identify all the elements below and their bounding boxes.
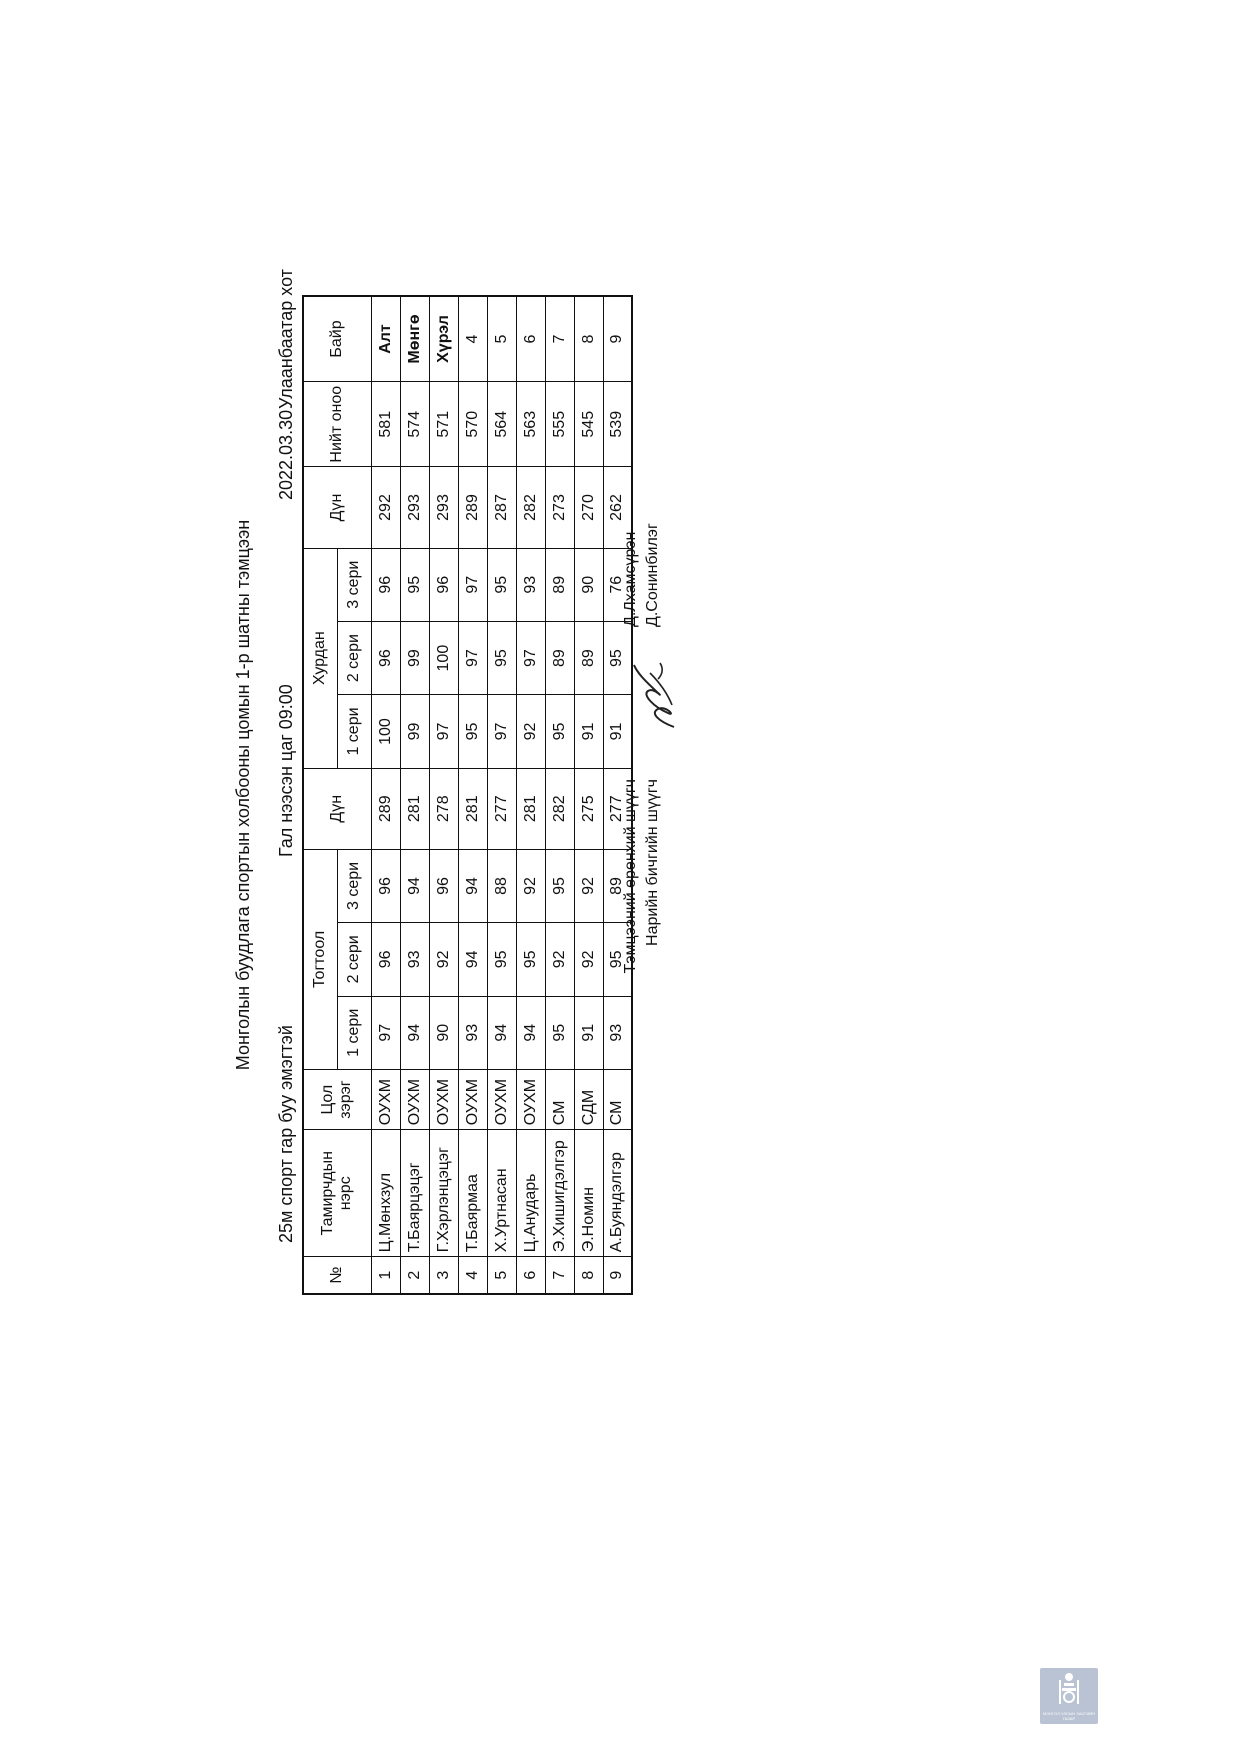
cell-rank: ОУХМ — [458, 1069, 487, 1129]
cell-precision-subtotal: 281 — [400, 768, 429, 849]
cell-rapid-1: 91 — [574, 695, 603, 768]
cell-place: Алт — [371, 296, 400, 382]
cell-total: 571 — [429, 382, 458, 467]
secretary-name: Д.Сонинбилэг — [644, 523, 661, 627]
event-city: Улаанбаатар хот — [276, 269, 296, 409]
header-rapid-series-2: 2 сери — [337, 621, 371, 694]
cell-place: 8 — [574, 296, 603, 382]
cell-no: 7 — [545, 1257, 574, 1294]
cell-precision-3: 88 — [487, 849, 516, 922]
cell-precision-2: 95 — [603, 923, 632, 996]
header-rank: Цол зэрэг — [303, 1069, 371, 1129]
signature-block — [620, 295, 680, 1295]
table-row — [574, 296, 603, 1294]
cell-rapid-3: 95 — [400, 548, 429, 621]
table-row — [400, 296, 429, 1294]
cell-rapid-2: 97 — [516, 621, 545, 694]
cell-name: Г.Хэрлэнцэцэг — [429, 1130, 458, 1257]
cell-rapid-1: 99 — [400, 695, 429, 768]
event-date: 2022.03.30 — [276, 409, 296, 500]
header-name: Тамирчдын нэрс — [303, 1130, 371, 1257]
cell-place: Мөнгө — [400, 296, 429, 382]
cell-total: 539 — [603, 382, 632, 467]
cell-precision-subtotal: 281 — [458, 768, 487, 849]
cell-precision-1: 93 — [603, 996, 632, 1069]
cell-no: 6 — [516, 1257, 545, 1294]
signatory-titles — [620, 779, 664, 1079]
cell-precision-3: 92 — [516, 849, 545, 922]
cell-total: 545 — [574, 382, 603, 467]
results-table — [302, 295, 633, 1295]
cell-precision-2: 94 — [458, 923, 487, 996]
cell-precision-2: 92 — [545, 923, 574, 996]
cell-precision-2: 92 — [574, 923, 603, 996]
header-total: Нийт оноо — [303, 382, 371, 467]
cell-precision-1: 94 — [400, 996, 429, 1069]
cell-precision-3: 94 — [458, 849, 487, 922]
document-title: Монголын буудлага спортын холбооны цомын 1-р шатны тэмцээн — [233, 519, 253, 1071]
cell-rapid-subtotal: 273 — [545, 467, 574, 548]
cell-name: Э.Номин — [574, 1130, 603, 1257]
cell-place: 5 — [487, 296, 516, 382]
cell-rapid-2: 89 — [545, 621, 574, 694]
header-rapid-series-1: 1 сери — [337, 695, 371, 768]
event-name: 25м спорт гар буу эмэгтэй — [276, 1025, 296, 1243]
cell-total: 581 — [371, 382, 400, 467]
header-rapid-subtotal: Дүн — [303, 467, 371, 548]
cell-rapid-3: 89 — [545, 548, 574, 621]
cell-rapid-subtotal: 282 — [516, 467, 545, 548]
cell-rapid-subtotal: 289 — [458, 467, 487, 548]
cell-precision-subtotal: 282 — [545, 768, 574, 849]
cell-precision-1: 91 — [574, 996, 603, 1069]
cell-precision-1: 94 — [487, 996, 516, 1069]
cell-rapid-3: 93 — [516, 548, 545, 621]
cell-rapid-3: 95 — [487, 548, 516, 621]
cell-precision-subtotal: 277 — [603, 768, 632, 849]
cell-no: 3 — [429, 1257, 458, 1294]
header-no: № — [303, 1257, 371, 1294]
cell-rapid-2: 95 — [603, 621, 632, 694]
cell-precision-1: 97 — [371, 996, 400, 1069]
cell-precision-2: 92 — [429, 923, 458, 996]
cell-rapid-1: 95 — [545, 695, 574, 768]
table-row — [371, 296, 400, 1294]
header-precision-subtotal: Дүн — [303, 768, 371, 849]
cell-no: 2 — [400, 1257, 429, 1294]
cell-name: Т.Баярмаа — [458, 1130, 487, 1257]
cell-name: Ц.Мөнхзул — [371, 1130, 400, 1257]
cell-place: 9 — [603, 296, 632, 382]
cell-place: 4 — [458, 296, 487, 382]
cell-no: 4 — [458, 1257, 487, 1294]
cell-no: 5 — [487, 1257, 516, 1294]
cell-name: Т.Баярцэцэг — [400, 1130, 429, 1257]
header-precision-series-2: 2 сери — [337, 923, 371, 996]
cell-rapid-subtotal: 293 — [429, 467, 458, 548]
cell-rapid-subtotal: 293 — [400, 467, 429, 548]
cell-name: Э.Хишигдэлгэр — [545, 1130, 574, 1257]
cell-rapid-2: 89 — [574, 621, 603, 694]
cell-rank: СДМ — [574, 1069, 603, 1129]
emblem-caption: МОНГОЛ УЛСЫН ЗАСГИЙН ГАЗАР — [1042, 1711, 1096, 1721]
cell-precision-3: 92 — [574, 849, 603, 922]
cell-rank: ОУХМ — [429, 1069, 458, 1129]
signatory-names — [620, 427, 664, 627]
event-info-row — [276, 269, 302, 1295]
table-row — [545, 296, 574, 1294]
chief-judge-title: Тэмцээний ерөнхий шүүгч — [622, 779, 639, 974]
cell-rapid-1: 91 — [603, 695, 632, 768]
cell-precision-3: 94 — [400, 849, 429, 922]
table-row — [458, 296, 487, 1294]
cell-rank: ОУХМ — [371, 1069, 400, 1129]
header-place: Байр — [303, 296, 371, 382]
cell-rapid-1: 95 — [458, 695, 487, 768]
cell-precision-subtotal: 278 — [429, 768, 458, 849]
cell-no: 1 — [371, 1257, 400, 1294]
cell-rapid-2: 99 — [400, 621, 429, 694]
cell-rapid-1: 97 — [487, 695, 516, 768]
cell-rapid-subtotal: 292 — [371, 467, 400, 548]
cell-precision-3: 89 — [603, 849, 632, 922]
cell-rank: ОУХМ — [400, 1069, 429, 1129]
header-precision-series-3: 3 сери — [337, 849, 371, 922]
cell-rapid-1: 100 — [371, 695, 400, 768]
cell-total: 563 — [516, 382, 545, 467]
cell-precision-3: 96 — [429, 849, 458, 922]
cell-total: 574 — [400, 382, 429, 467]
cell-place: 6 — [516, 296, 545, 382]
cell-precision-1: 95 — [545, 996, 574, 1069]
cell-precision-1: 93 — [458, 996, 487, 1069]
cell-total: 570 — [458, 382, 487, 467]
cell-rank: ОУХМ — [487, 1069, 516, 1129]
table-row — [487, 296, 516, 1294]
table-row — [516, 296, 545, 1294]
soyombo-emblem-icon — [1040, 1668, 1098, 1708]
cell-place: Хүрэл — [429, 296, 458, 382]
cell-rapid-2: 95 — [487, 621, 516, 694]
cell-rank: ОУХМ — [516, 1069, 545, 1129]
document-page — [230, 269, 680, 1295]
cell-precision-1: 90 — [429, 996, 458, 1069]
header-rapid: Хурдан — [303, 548, 337, 768]
cell-precision-subtotal: 281 — [516, 768, 545, 849]
cell-rank: СМ — [603, 1069, 632, 1129]
cell-precision-2: 95 — [487, 923, 516, 996]
cell-precision-2: 95 — [516, 923, 545, 996]
cell-precision-3: 96 — [371, 849, 400, 922]
cell-rapid-1: 92 — [516, 695, 545, 768]
cell-rapid-1: 97 — [429, 695, 458, 768]
header-precision-series-1: 1 сери — [337, 996, 371, 1069]
cell-rapid-subtotal: 270 — [574, 467, 603, 548]
header-row-top — [303, 296, 337, 1294]
cell-rank: СМ — [545, 1069, 574, 1129]
start-time: Гал нээсэн цаг 09:00 — [276, 684, 296, 857]
header-rapid-series-3: 3 сери — [337, 548, 371, 621]
cell-precision-1: 94 — [516, 996, 545, 1069]
cell-precision-2: 93 — [400, 923, 429, 996]
cell-rapid-subtotal: 287 — [487, 467, 516, 548]
table-row — [429, 296, 458, 1294]
cell-precision-3: 95 — [545, 849, 574, 922]
cell-no: 8 — [574, 1257, 603, 1294]
cell-precision-2: 96 — [371, 923, 400, 996]
cell-rapid-subtotal: 262 — [603, 467, 632, 548]
cell-rapid-2: 100 — [429, 621, 458, 694]
chief-judge-name: Д.Лхамсүрэн — [622, 531, 639, 627]
cell-precision-subtotal: 277 — [487, 768, 516, 849]
cell-name: А.Буяндэлгэр — [603, 1130, 632, 1257]
header-precision: Тогтоол — [303, 849, 337, 1069]
cell-name: Ц.Анударь — [516, 1130, 545, 1257]
cell-total: 564 — [487, 382, 516, 467]
secretary-title: Нарийн бичгийн шүүгч — [644, 779, 661, 946]
cell-rapid-3: 90 — [574, 548, 603, 621]
cell-precision-subtotal: 289 — [371, 768, 400, 849]
cell-rapid-3: 97 — [458, 548, 487, 621]
cell-rapid-2: 96 — [371, 621, 400, 694]
cell-precision-subtotal: 275 — [574, 768, 603, 849]
cell-rapid-3: 96 — [371, 548, 400, 621]
cell-place: 7 — [545, 296, 574, 382]
cell-total: 555 — [545, 382, 574, 467]
cell-rapid-3: 76 — [603, 548, 632, 621]
cell-name: Х.Уртнасан — [487, 1130, 516, 1257]
cell-rapid-2: 97 — [458, 621, 487, 694]
cell-rapid-3: 96 — [429, 548, 458, 621]
handwritten-signature — [628, 655, 684, 735]
cell-no: 9 — [603, 1257, 632, 1294]
government-emblem — [1040, 1668, 1098, 1724]
